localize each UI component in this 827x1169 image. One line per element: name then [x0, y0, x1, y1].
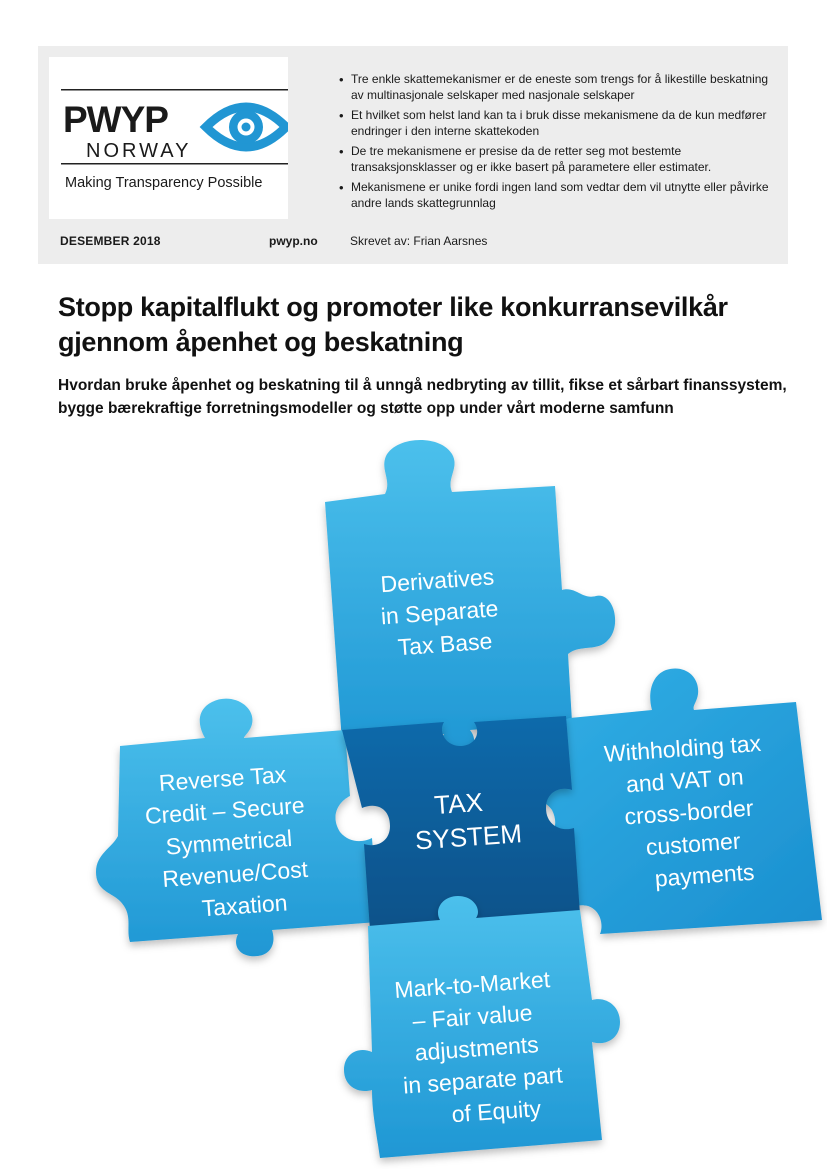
key-points-list — [337, 72, 777, 216]
key-point: • Tre enkle skattemekanismer er de eneste som trengs for å likestille beskatning av multinasjonale selskaper med nasjonale selskaper — [337, 72, 777, 103]
logo-rule-top — [61, 89, 288, 91]
logo-graphic — [49, 57, 288, 219]
page-subtitle: Hvordan bruke åpenhet og beskatning til å unngå nedbryting av tillit, fikse et sårbart finanssystem, bygge bærekraftige forretningsmodeller og støtte opp under vårt moderne samfunn — [58, 377, 787, 417]
puzzle-illustration — [0, 440, 827, 1169]
key-point: • Mekanismene er unike fordi ingen land som vedtar dem vil utnytte eller påvirke andre lands skattegrunnlag — [337, 180, 777, 211]
puzzle-label-left: Reverse Tax Credit – Secure Symmetrical Revenue/Cost Taxation — [144, 761, 309, 922]
author-line: Skrevet av: Frian Aarsnes — [350, 234, 488, 248]
publication-date: DESEMBER 2018 — [60, 234, 161, 248]
eye-icon — [206, 107, 286, 147]
logo-rule-bottom — [61, 163, 288, 165]
key-point: • Et hvilket som helst land kan ta i bruk disse mekanismene da de kun medfører endringer i den interne skattekoden — [337, 108, 777, 139]
logo-tagline: Making Transparency Possible — [65, 175, 263, 191]
page-title: Stopp kapitalflukt og promoter like konkurransevilkår gjennom åpenhet og beskatning — [58, 292, 728, 357]
pwyp-norway-logo — [49, 57, 288, 219]
logo-country: NORWAY — [86, 140, 192, 162]
puzzle-label-bottom: Mark-to-Market – Fair value adjustments in separate part of Equity — [393, 966, 564, 1128]
puzzle-label-right: Withholding tax and VAT on cross-border customer payments — [603, 729, 762, 892]
logo-wordmark: PWYP — [63, 99, 168, 140]
puzzle-label-center: TAX SYSTEM — [414, 786, 523, 856]
puzzle-label-top: Derivatives in Separate Tax Base — [379, 563, 500, 661]
key-point: • De tre mekanismene er presise da de retter seg mot bestemte transaksjonsklasser og er ikke basert på parametere eller estimater. — [337, 144, 777, 175]
website-link[interactable]: pwyp.no — [269, 234, 318, 248]
